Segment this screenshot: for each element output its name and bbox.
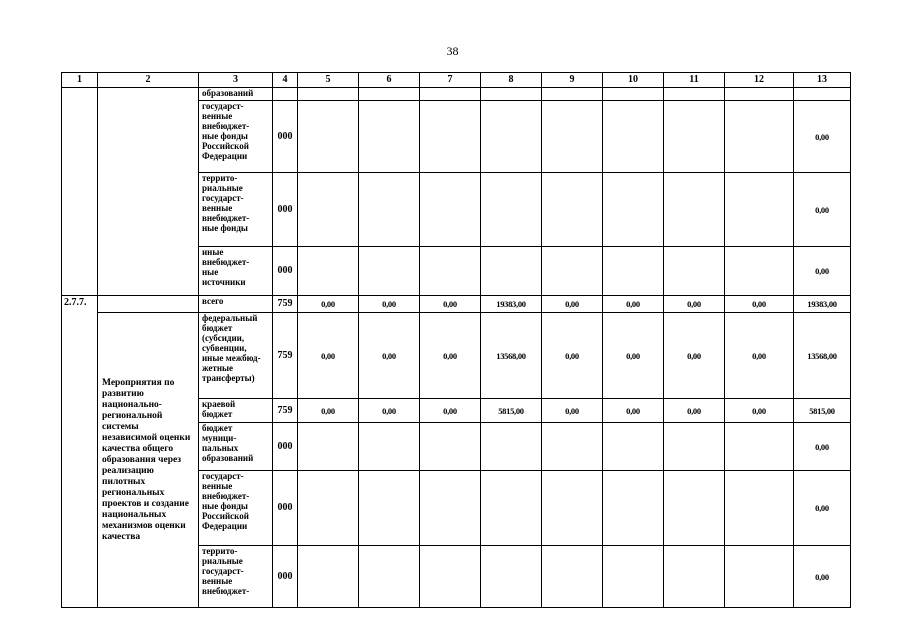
code-cell: 759 (273, 313, 298, 399)
source-cell: бюджет муници- пальных образований (199, 423, 273, 471)
source-cell: государст- венные внебюджет- ные фонды Российской Федерации (199, 101, 273, 173)
code-cell: 000 (273, 471, 298, 546)
item-number: 2.7.7. (62, 296, 98, 608)
total-cell: 0,00 (794, 471, 851, 546)
table-row (62, 313, 851, 399)
title-cell (98, 296, 199, 313)
value-cell: 0,00 (725, 313, 794, 399)
value-cell: 0,00 (603, 296, 664, 313)
source-cell: краевой бюджет (199, 399, 273, 423)
value-cell: 0,00 (603, 313, 664, 399)
value-cell: 0,00 (664, 296, 725, 313)
col-header: 12 (725, 73, 794, 88)
total-cell: 19383,00 (794, 296, 851, 313)
value-cell: 0,00 (603, 399, 664, 423)
id-cell (62, 88, 98, 296)
total-cell: 0,00 (794, 423, 851, 471)
source-cell: террито- риальные государст- венные внебюджет- ные фонды (199, 173, 273, 247)
value-cell: 0,00 (542, 399, 603, 423)
value-cell: 0,00 (298, 313, 359, 399)
col-header: 9 (542, 73, 603, 88)
value-cell: 0,00 (664, 399, 725, 423)
value-cell: 0,00 (298, 399, 359, 423)
col-header: 11 (664, 73, 725, 88)
value-cell: 0,00 (542, 313, 603, 399)
source-cell: террито- риальные государст- венные внебюджет- (199, 546, 273, 608)
total-cell: 0,00 (794, 247, 851, 296)
code-cell: 000 (273, 101, 298, 173)
code-cell: 000 (273, 173, 298, 247)
page-number: 38 (446, 44, 459, 58)
source-cell: иные внебюджет- ные источники (199, 247, 273, 296)
value-cell: 0,00 (664, 313, 725, 399)
measure-title: Мероприятия по развитию национально-региональной системы независимой оценки качества общего образования через реализацию пилотных региональных проектов и создание национальных механизмов оценки качества (98, 313, 199, 608)
col-header: 6 (359, 73, 420, 88)
value-cell: 0,00 (725, 399, 794, 423)
total-cell: 13568,00 (794, 313, 851, 399)
value-cell: 0,00 (359, 296, 420, 313)
table-row (62, 296, 851, 313)
value-cell: 0,00 (420, 399, 481, 423)
source-cell: всего (199, 296, 273, 313)
header-row (62, 73, 851, 88)
col-header: 1 (62, 73, 98, 88)
total-cell: 0,00 (794, 546, 851, 608)
col-header: 5 (298, 73, 359, 88)
code-cell: 759 (273, 399, 298, 423)
code-cell: 000 (273, 423, 298, 471)
value-cell: 0,00 (359, 399, 420, 423)
col-header: 4 (273, 73, 298, 88)
col-header: 8 (481, 73, 542, 88)
col-header: 13 (794, 73, 851, 88)
total-cell: 0,00 (794, 101, 851, 173)
code-cell: 000 (273, 546, 298, 608)
source-cell: образований (199, 88, 273, 101)
table-row (62, 88, 851, 101)
source-cell: федеральный бюджет (субсидии, субвенции, иные межбюд- жетные трансферты) (199, 313, 273, 399)
col-header: 2 (98, 73, 199, 88)
col-header: 7 (420, 73, 481, 88)
total-cell: 0,00 (794, 173, 851, 247)
title-cell (98, 88, 199, 296)
value-cell: 0,00 (725, 296, 794, 313)
value-cell: 0,00 (359, 313, 420, 399)
value-cell: 0,00 (298, 296, 359, 313)
value-cell: 19383,00 (481, 296, 542, 313)
code-cell: 759 (273, 296, 298, 313)
total-cell: 5815,00 (794, 399, 851, 423)
col-header: 10 (603, 73, 664, 88)
source-cell: государст- венные внебюджет- ные фонды Российской Федерации (199, 471, 273, 546)
value-cell: 13568,00 (481, 313, 542, 399)
value-cell: 0,00 (542, 296, 603, 313)
value-cell: 5815,00 (481, 399, 542, 423)
value-cell: 0,00 (420, 313, 481, 399)
value-cell: 0,00 (420, 296, 481, 313)
budget-table (61, 72, 851, 608)
col-header: 3 (199, 73, 273, 88)
code-cell: 000 (273, 247, 298, 296)
